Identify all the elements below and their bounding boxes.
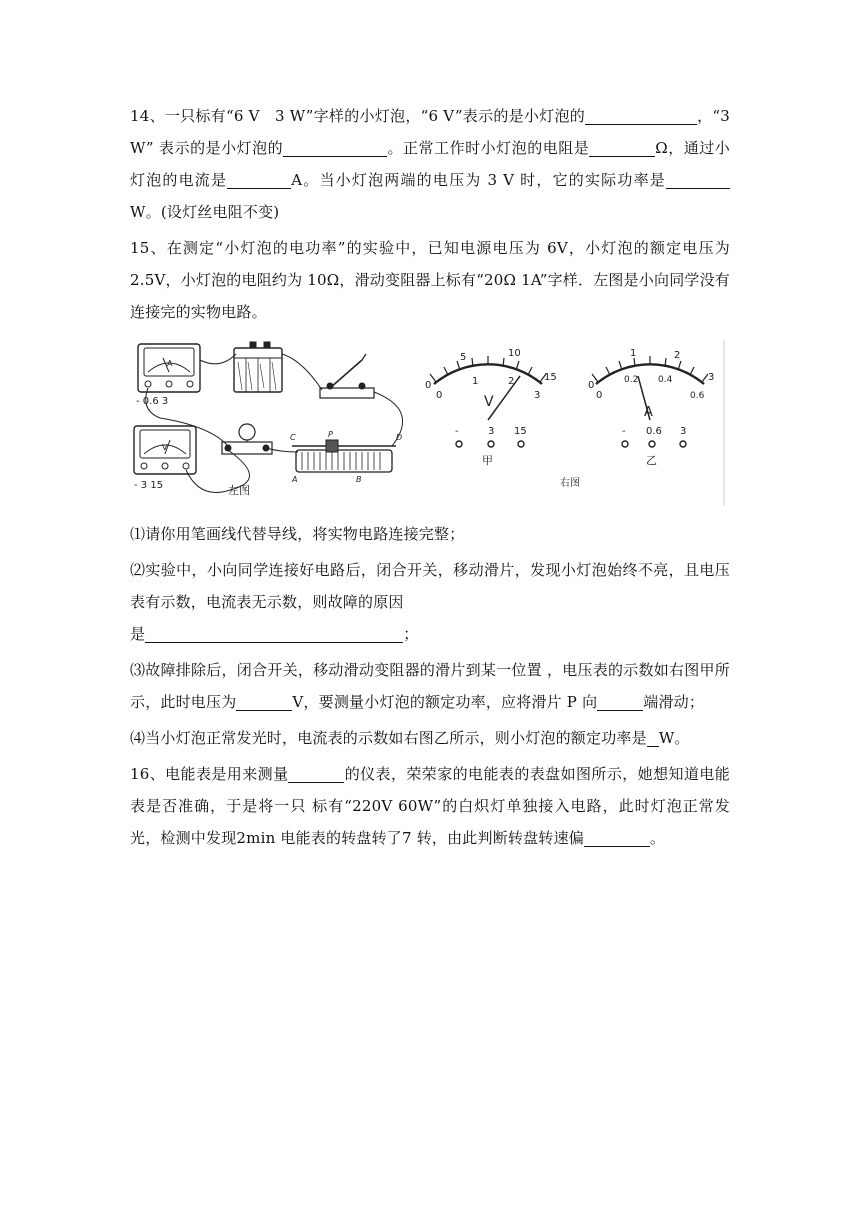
q15-blank-power[interactable] — [647, 728, 659, 747]
q15-blank-direction[interactable] — [597, 692, 643, 711]
meter-yi-name: 乙 — [646, 454, 657, 467]
battery-device — [234, 342, 282, 392]
meter-yi-lower-0: 0 — [596, 390, 603, 401]
meter-yi-terminal-1: 0.6 — [646, 426, 662, 437]
q15-s2-prefix: 是 — [130, 625, 146, 643]
wire-battery-switch — [282, 354, 322, 390]
meter-jia-terminal-1: 3 — [488, 426, 495, 437]
q14-blank-1[interactable] — [585, 106, 697, 125]
q15-s3-text-3: 端滑动； — [643, 693, 705, 711]
q15-s4-text-1: ⑷当小灯泡正常发光时，电流表的示数如右图乙所示，则小灯泡的额定功率是 — [130, 729, 647, 747]
q14-text-5: A。当小灯泡两端的电压为 3 V 时，它的实际功率是 — [291, 171, 666, 189]
right-figure-caption: 右图 — [560, 478, 580, 489]
question-16 — [130, 758, 730, 854]
meter-jia-lower-3: 3 — [534, 390, 541, 401]
q15-s2-suffix: ； — [403, 625, 419, 643]
meter-jia — [425, 348, 580, 489]
meter-jia-lower-2: 2 — [508, 376, 515, 387]
meter-jia-terminal-2: 15 — [514, 426, 527, 437]
rheostat-letter-b: B — [356, 475, 362, 484]
meter-yi — [588, 348, 714, 467]
q14-text-4: Ω，通过小灯泡的电流是 — [130, 139, 730, 189]
q15-s4-text-2: W。 — [658, 729, 690, 747]
question-15-part-4 — [130, 722, 730, 754]
question-15-part-1: ⑴请你用笔画线代替导线，将实物电路连接完整； — [130, 525, 465, 543]
meter-jia-terminal-0: - — [455, 426, 459, 437]
q14-text-2: ，“3 W” 表示的是小灯泡的 — [130, 107, 731, 157]
meter-yi-lower-2: 0.4 — [658, 375, 673, 385]
q16-text-3: 。 — [649, 829, 666, 847]
q15-blank-fault[interactable] — [145, 624, 403, 643]
rheostat-letter-d: D — [396, 433, 403, 442]
meter-yi-upper-1: 1 — [630, 348, 637, 359]
q16-blank-2[interactable] — [584, 828, 650, 847]
q14-text-1: 14、一只标有“6 V 3 W”字样的小灯泡，“6 V”表示的是小灯泡的 — [130, 107, 586, 125]
rheostat-letter-a: A — [292, 475, 298, 484]
q16-text-2: 的仪表，荣荣家的电能表的表盘如图所示，她想知道电能表是否准确，于是将一只 标有“220V 60W”的白炽灯单独接入电路，此时灯泡正常发光，检测中发现2min 电能表的转盘转了7 转，由此判断转盘转速偏 — [130, 765, 730, 847]
meter-jia-upper-3: 15 — [544, 372, 557, 383]
meter-yi-terminal-2: 3 — [680, 426, 687, 437]
q14-blank-4[interactable] — [227, 170, 291, 189]
meter-yi-upper-2: 2 — [674, 350, 681, 361]
q15-blank-voltage[interactable] — [236, 692, 292, 711]
question-14 — [130, 100, 730, 228]
q15-s3-text-2: V，要测量小灯泡的额定功率，应将滑片 P 向 — [292, 693, 598, 711]
q14-blank-3[interactable] — [589, 138, 655, 157]
meter-jia-upper-0: 0 — [425, 380, 432, 391]
q16-text-1: 16、电能表是用来测量 — [130, 765, 289, 783]
question-15-part-2-answer-line — [130, 618, 730, 650]
rheostat-letter-p: P — [328, 430, 333, 439]
meter-jia-name: 甲 — [482, 454, 493, 467]
meter-yi-terminal-0: - — [622, 426, 626, 437]
q14-blank-2[interactable] — [283, 138, 387, 157]
content-area — [130, 100, 730, 858]
meter-yi-upper-0: 0 — [588, 380, 595, 391]
meter-jia-upper-2: 10 — [508, 348, 521, 359]
meter-jia-lower-1: 1 — [472, 376, 479, 387]
q15-s3-text-1: ⑶故障排除后，闭合开关，移动滑动变阻器的滑片到某一位置 ，电压表的示数如右图甲所示，此时电压为 — [130, 661, 730, 711]
circuit-figures — [130, 340, 730, 510]
meter-yi-unit: A — [644, 405, 653, 420]
question-15-part-3 — [130, 654, 730, 718]
rheostat-letter-c: C — [290, 433, 296, 442]
meter-jia-unit: V — [484, 394, 494, 410]
q14-blank-5[interactable] — [666, 170, 730, 189]
voltmeter-letter: V — [162, 443, 168, 452]
left-figure-caption: 左图 — [228, 484, 250, 497]
rheostat-device — [290, 430, 402, 484]
q16-blank-1[interactable] — [288, 764, 344, 783]
ammeter-letter: A — [167, 359, 173, 368]
meter-yi-lower-3: 0.6 — [690, 391, 705, 401]
lamp-device — [222, 424, 272, 454]
ammeter-terminal-labels: - 0.6 3 — [136, 396, 169, 407]
meter-yi-lower-1: 0.2 — [624, 375, 639, 385]
q14-text-3: 。正常工作时小灯泡的电阻是 — [387, 139, 590, 157]
meter-yi-upper-3: 3 — [708, 372, 715, 383]
figure-drawing — [130, 340, 730, 510]
meter-jia-lower-0: 0 — [436, 390, 443, 401]
question-15-intro: 15、在测定“小灯泡的电功率”的实验中，已知电源电压为 6V，小灯泡的额定电压为 2.5V，小灯泡的电阻约为 10Ω，滑动变阻器上标有“20Ω 1A”字样．左图是小向同学没有连接完的实物电路。 — [130, 239, 730, 321]
wire-lamp-rheostat — [266, 448, 298, 452]
q14-text-6: W。(设灯丝电阻不变) — [130, 203, 280, 221]
question-15-part-2: ⑵实验中，小向同学连接好电路后，闭合开关，移动滑片，发现小灯泡始终不亮，且电压表有示数，电流表无示数，则故障的原因 — [130, 561, 730, 611]
wire-ammeter-battery — [200, 354, 236, 364]
switch-device — [320, 354, 374, 398]
voltmeter-terminal-labels: - 3 15 — [134, 480, 164, 491]
meter-jia-upper-1: 5 — [460, 352, 467, 363]
voltmeter-device — [134, 426, 196, 491]
